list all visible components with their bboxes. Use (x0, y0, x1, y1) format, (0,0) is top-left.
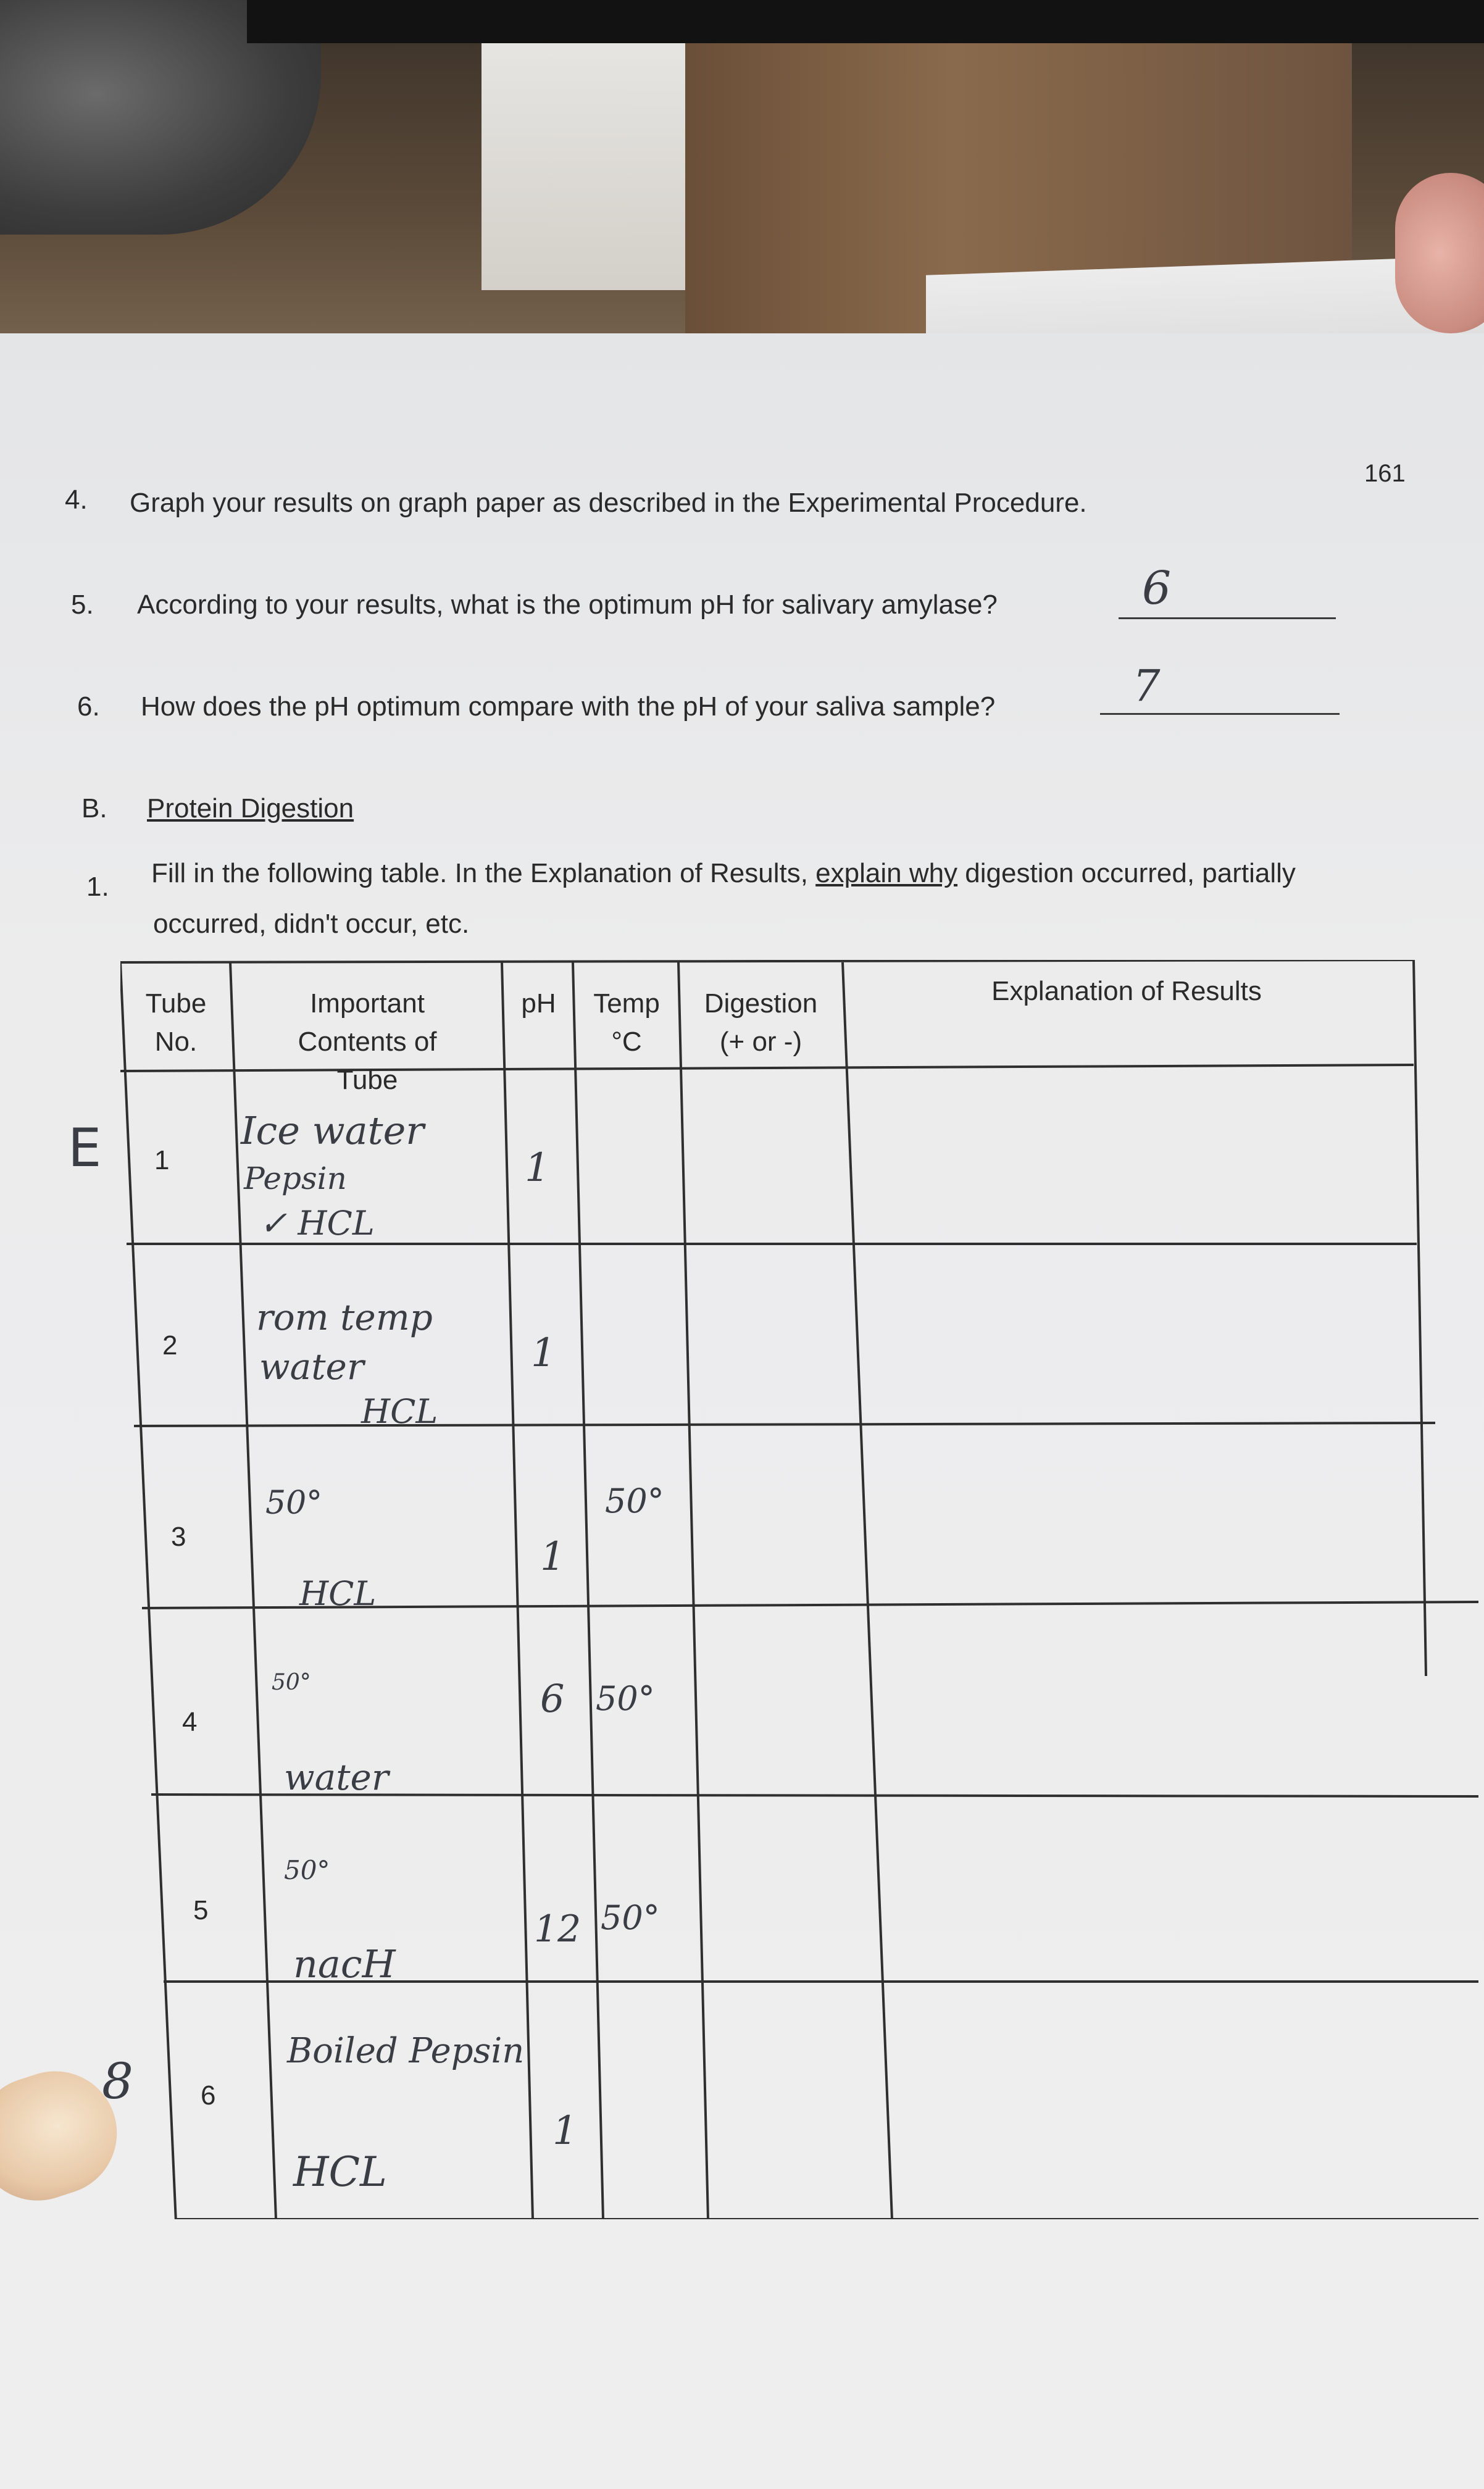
contents-6-line1: Boiled Pepsin (287, 2031, 525, 2071)
instruction-line-1: Fill in the following table. In the Explanation of Results, explain why digestion occurred, partially (151, 858, 1296, 888)
question-6-text: How does the pH optimum compare with the pH of your saliva sample? (141, 691, 996, 722)
contents-4-line3: water (284, 1756, 389, 1798)
temp-4: 50° (596, 1679, 655, 1718)
header-tube: Tube No. (145, 988, 207, 1057)
header-contents: Important Contents of Tube (298, 988, 437, 1095)
background-window (481, 0, 685, 290)
contents-1-line3: ✓ HCL (259, 1204, 375, 1243)
ph-2: 1 (531, 1330, 556, 1376)
temp-5: 50° (601, 1898, 660, 1937)
ph-3: 1 (540, 1534, 565, 1580)
ph-5: 12 (534, 1907, 582, 1951)
contents-5-line1: 50° (284, 1855, 330, 1885)
contents-2-line1: rom temp (256, 1296, 433, 1338)
tube-number-6: 6 (201, 2080, 216, 2111)
contents-2-line3: HCL (361, 1392, 438, 1431)
finger (1395, 173, 1484, 333)
question-4-number: 4. (65, 485, 88, 515)
question-5-number: 5. (71, 590, 94, 620)
contents-3-line3: HCL (299, 1574, 377, 1613)
tube-number-2: 2 (162, 1330, 178, 1361)
contents-3-line1: 50° (265, 1485, 323, 1522)
answer-5: 6 (1142, 562, 1172, 615)
tube-number-1: 1 (154, 1145, 170, 1175)
contents-6-line3: HCL (293, 2148, 387, 2196)
tube-number-3: 3 (171, 1522, 186, 1552)
instruction-line-2: occurred, didn't occur, etc. (153, 909, 470, 939)
header-ph: pH (521, 988, 556, 1019)
contents-1-line1: Ice water (241, 1108, 424, 1153)
contents-5-line3: nacH (293, 1941, 396, 1987)
margin-mark-top: E (68, 1117, 102, 1179)
section-letter: B. (81, 793, 107, 823)
contents-2-line2: water (259, 1346, 364, 1388)
temp-3: 50° (605, 1482, 664, 1520)
ph-4: 6 (540, 1676, 565, 1721)
question-6-number: 6. (77, 691, 100, 722)
tube-number-5: 5 (193, 1895, 209, 1925)
page-number: 161 (1364, 460, 1406, 487)
contents-1-line2: Pepsin (244, 1161, 347, 1196)
instruction-number: 1. (86, 872, 109, 902)
ph-6: 1 (552, 2108, 578, 2154)
contents-4-line1: 50° (272, 1670, 311, 1695)
ph-1: 1 (525, 1145, 550, 1191)
question-5-text: According to your results, what is the optimum pH for salivary amylase? (137, 590, 998, 620)
tube-number-4: 4 (182, 1707, 198, 1737)
answer-line-5 (1119, 617, 1336, 619)
answer-line-6 (1100, 713, 1340, 715)
header-digestion: Digestion (+ or -) (704, 988, 818, 1057)
background-shadow (247, 0, 1484, 43)
header-explanation: Explanation of Results (991, 976, 1262, 1006)
section-title: Protein Digestion (147, 793, 354, 823)
header-temp: Temp °C (593, 988, 660, 1057)
answer-6: 7 (1133, 661, 1161, 711)
margin-mark-bottom: 8 (102, 2053, 133, 2110)
question-4-text: Graph your results on graph paper as described in the Experimental Procedure. (130, 488, 1087, 518)
results-table (120, 960, 1478, 2219)
